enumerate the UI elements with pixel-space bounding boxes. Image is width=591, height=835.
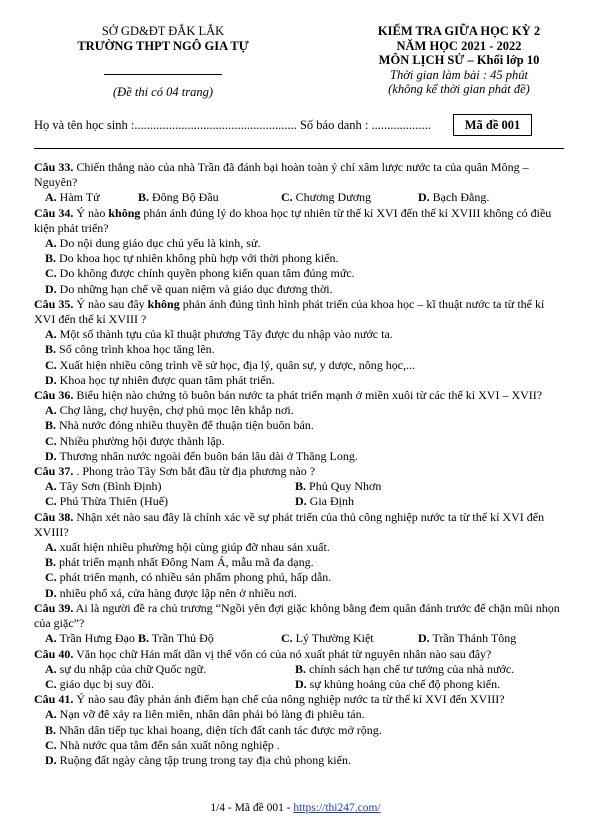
option-c[interactable]: C. Lý Thường Kiệt	[281, 631, 374, 646]
header-left	[48, 24, 278, 100]
option-a[interactable]: A. Tây Sơn (Bình Định)	[45, 479, 162, 494]
options-row	[34, 494, 564, 509]
school-year: NĂM HỌC 2021 - 2022	[396, 38, 522, 53]
question-number: Câu 39.	[34, 600, 74, 615]
question-number: Câu 40.	[34, 646, 74, 661]
option-b[interactable]: B. Phủ Quy Nhơn	[295, 479, 382, 494]
option-a[interactable]: A. xuất hiện nhiều phường hội cùng giúp đỡ nhau sản xuất.	[45, 540, 330, 555]
department-name: SỞ GD&ĐT ĐẮK LẮK	[101, 24, 225, 38]
question-40	[34, 647, 564, 662]
subject-line: MÔN LỊCH SỬ – Khối lớp 10	[378, 53, 540, 67]
option-c[interactable]: C. Do không được chính quyền phong kiến quan tâm đúng mức.	[45, 266, 355, 281]
time-limit: Thời gian làm bài : 45 phút	[390, 67, 528, 82]
question-text: . Phong trào Tây Sơn bắt đầu từ địa phương nào ?	[73, 464, 316, 479]
question-text: Biểu hiện nào chứng tỏ buôn bán nước ta phát triển mạnh ở miền xuôi từ các thế kỉ XVI – XVII?	[73, 388, 543, 403]
question-text: Ý nào sau đây phản ánh điểm hạn chế của nông nghiệp nước ta từ thế kỉ XVI đến XVIII?	[73, 692, 505, 707]
option-d[interactable]: D. Gia Định	[295, 494, 354, 509]
question-list	[34, 160, 564, 768]
question-text: Chiến thắng nào của nhà Trần đã đánh bại hoàn toàn ý chí xâm lược nước ta của quân Mông – Nguyên?	[34, 160, 529, 190]
question-39	[34, 601, 564, 631]
page-footer	[0, 802, 591, 814]
option-b[interactable]: B. Số công trình khoa học tăng lên.	[45, 342, 215, 357]
question-number: Câu 38.	[34, 509, 74, 524]
option-a[interactable]: A. Trần Hưng Đạo	[45, 631, 135, 646]
option-a[interactable]: A. Một số thành tựu của kĩ thuật phương Tây được du nhập vào nước ta.	[45, 327, 393, 342]
option-a[interactable]: A. Chợ làng, chợ huyện, chợ phủ mọc lên khắp nơi.	[45, 403, 294, 418]
option-b[interactable]: B. chính sách hạn chế tư tưởng của nhà nước.	[295, 661, 515, 676]
option-b[interactable]: B. Do khoa học tự nhiên không phù hợp với thời phong kiến.	[45, 251, 339, 266]
option-c[interactable]: C. Xuất hiện nhiều công trình về sử học, địa lý, quân sự, y dược, nông học,...	[45, 357, 416, 372]
question-number: Câu 34.	[34, 205, 74, 220]
question-37	[34, 464, 564, 479]
option-c[interactable]: C. Nhà nước qua tâm đến sản xuất nông nghiệp .	[45, 737, 280, 752]
question-text: Văn học chữ Hán mất dần vị thế vốn có của nó xuất phát từ nguyên nhân nào sau đây?	[73, 646, 492, 661]
option-d[interactable]: D. Thương nhân nước ngoài đến buôn bán lâu dài ở Thăng Long.	[45, 448, 358, 463]
school-name: TRƯỜNG THPT NGÔ GIA TỰ	[77, 39, 249, 53]
question-number: Câu 35.	[34, 296, 74, 311]
option-c[interactable]: C. Nhiều phường hội được thành lập.	[45, 433, 225, 448]
options-row	[34, 190, 564, 205]
header-separator	[34, 148, 564, 149]
header-rule	[104, 74, 222, 75]
option-c[interactable]: C. Chương Dương	[281, 190, 372, 205]
exam-code-box: Mã đề 001	[453, 114, 532, 136]
option-b[interactable]: B. Nhân dân tiếp tục khai hoang, diện tích đất canh tác được mở rộng.	[45, 722, 382, 737]
option-d[interactable]: D. Trần Thánh Tông	[418, 631, 517, 646]
time-note: (không kể thời gian phát đề)	[388, 82, 530, 96]
question-number: Câu 41.	[34, 692, 74, 707]
option-a[interactable]: A. Hàm Tử	[45, 190, 100, 205]
option-d[interactable]: D. Bạch Đằng.	[418, 190, 490, 205]
question-41	[34, 692, 564, 707]
option-c[interactable]: C. phát triển mạnh, có nhiều sản phẩm phong phú, hấp dẫn.	[45, 570, 332, 585]
option-b[interactable]: B. Trần Thủ Độ	[138, 631, 214, 646]
question-36	[34, 388, 564, 403]
question-number: Câu 33.	[34, 160, 74, 174]
option-c[interactable]: C. giáo dục bị suy đồi.	[45, 676, 154, 691]
question-33	[34, 160, 564, 190]
option-d[interactable]: D. Do những hạn chế về quan niệm và giáo dục đương thời.	[45, 281, 333, 296]
footer-text: 1/4 - Mã đề 001 -	[210, 802, 294, 814]
question-35	[34, 297, 564, 327]
option-d[interactable]: D. sự khủng hoảng của chế độ phong kiến.	[295, 676, 501, 691]
option-d[interactable]: D. nhiều phố xá, cửa hàng được lập nên ở nhiều nơi.	[45, 585, 297, 600]
option-c[interactable]: C. Phú Thừa Thiên (Huế)	[45, 494, 169, 509]
option-a[interactable]: A. Do nội dung giáo dục chủ yếu là kinh, sử.	[45, 236, 261, 251]
header-right	[352, 24, 566, 97]
question-text: phản ánh đúng lý do khoa học tự nhiên từ thế kỉ XVI đến thế kỉ XVIII không có điều kiện phát triển?	[34, 205, 552, 235]
student-info-line: Họ và tên học sinh :.................................................... Số báo danh : ...................	[34, 118, 431, 132]
question-number: Câu 37.	[34, 464, 74, 479]
question-34	[34, 206, 564, 236]
option-b[interactable]: B. phát triển mạnh nhất Đông Nam Á, mẫu mã đa dạng.	[45, 555, 314, 570]
options-row	[34, 677, 564, 692]
option-d[interactable]: D. Khoa học tự nhiên được quan tâm phát triển.	[45, 372, 275, 387]
question-keyword: không	[108, 205, 141, 220]
question-38	[34, 510, 564, 540]
options-row	[34, 662, 564, 677]
option-a[interactable]: A. sự du nhập của chữ Quốc ngữ.	[45, 661, 207, 676]
footer-link[interactable]: https://thi247.com/	[293, 802, 381, 814]
question-text: Ý nào sau đây	[73, 296, 148, 311]
option-b[interactable]: B. Đông Bộ Đầu	[138, 190, 219, 205]
question-text: Ai là người đề ra chủ trương “Ngồi yên đợi giặc không bằng đem quân đánh trước để chặn mũi nhọn của giặc”?	[34, 600, 560, 631]
question-keyword: không	[147, 296, 180, 311]
question-text: Nhận xét nào sau đây là chính xác về sự phát triển của thủ công nghiệp nước ta từ thế kỉ XVI đến XVIII?	[34, 509, 545, 539]
question-text: Ý nào	[73, 205, 109, 220]
page-count-note: (Đề thi có 04 trang)	[113, 85, 213, 99]
question-text: phản ánh đúng tình hình phát triển của khoa học – kĩ thuật nước ta từ thế kỉ XVI đến thế kỉ XVIII ?	[34, 296, 545, 327]
options-row	[34, 479, 564, 494]
question-number: Câu 36.	[34, 388, 74, 403]
option-a[interactable]: A. Nạn vỡ đê xảy ra liên miên, nhân dân phải bỏ làng đi phiêu tán.	[45, 707, 365, 722]
option-d[interactable]: D. Ruộng đất ngày càng tập trung trong tay địa chủ phong kiến.	[45, 752, 351, 767]
options-row	[34, 631, 564, 646]
exam-title: KIỂM TRA GIỮA HỌC KỲ 2	[377, 24, 541, 38]
option-b[interactable]: B. Nhà nước đóng nhiều thuyền để thuận tiện buôn bán.	[45, 418, 314, 433]
